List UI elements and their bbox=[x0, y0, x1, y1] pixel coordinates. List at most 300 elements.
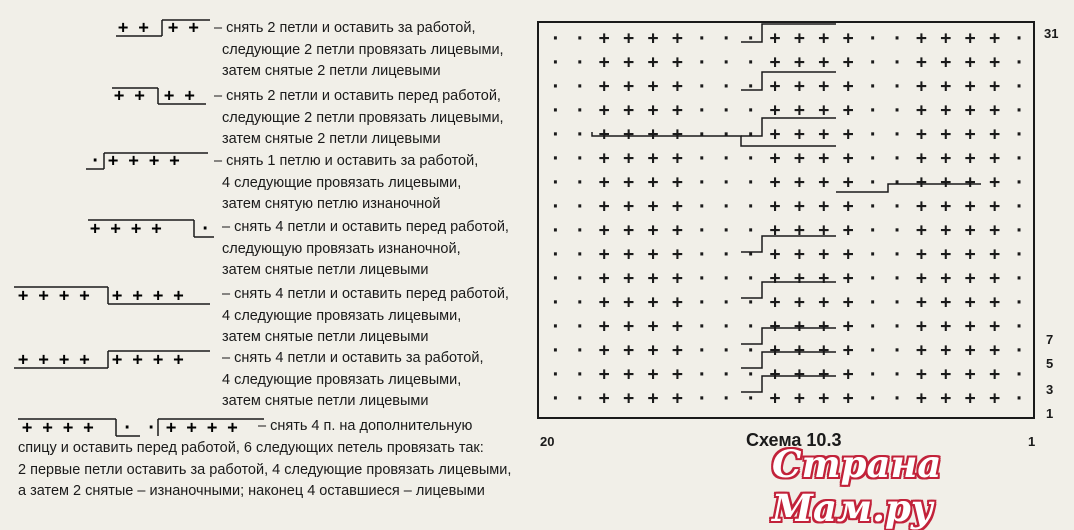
chart-cell: + bbox=[598, 244, 610, 265]
chart-cell: · bbox=[550, 124, 561, 145]
chart-cell: · bbox=[574, 292, 586, 313]
chart-cell: · bbox=[696, 100, 708, 121]
desc-line: – снять 1 петлю и оставить за работой, bbox=[214, 153, 479, 169]
chart-cell: · bbox=[696, 340, 708, 361]
chart-cell: · bbox=[1013, 244, 1025, 265]
chart-cell: + bbox=[964, 124, 976, 145]
svg-text:+ + + +: + + + + bbox=[166, 418, 238, 438]
chart-cell: · bbox=[720, 220, 732, 241]
chart-cell: + bbox=[647, 220, 659, 241]
row-label-1: 1 bbox=[1046, 406, 1054, 421]
chart-cell: + bbox=[769, 244, 781, 265]
chart-cell: + bbox=[989, 28, 1001, 49]
chart-cell: + bbox=[623, 340, 635, 361]
chart-cell: + bbox=[672, 364, 683, 385]
chart-cell: + bbox=[769, 388, 781, 409]
row-label-5: 5 bbox=[1046, 356, 1054, 371]
col-label-1: 1 bbox=[1028, 434, 1036, 449]
chart-cell: + bbox=[842, 316, 854, 337]
chart-cell: · bbox=[1013, 76, 1025, 97]
cable-symbol-4x4-back bbox=[14, 348, 214, 374]
chart-cell: + bbox=[916, 340, 927, 361]
chart-cell: + bbox=[989, 292, 1001, 313]
symbol-drawing bbox=[88, 217, 218, 239]
chart-cell: · bbox=[1013, 268, 1025, 289]
chart-cell: · bbox=[574, 148, 586, 169]
chart-cell: + bbox=[647, 244, 659, 265]
chart-cell: + bbox=[964, 220, 976, 241]
cable-symbol-4x1-front bbox=[88, 217, 218, 243]
chart-cell: · bbox=[891, 364, 903, 385]
chart-cell: · bbox=[891, 148, 903, 169]
chart-cell: + bbox=[672, 388, 683, 409]
chart-cell: + bbox=[647, 148, 659, 169]
chart-cell: + bbox=[647, 172, 659, 193]
chart-cell: + bbox=[769, 340, 781, 361]
svg-text:+ +: + + bbox=[114, 86, 145, 106]
chart-cell: · bbox=[696, 292, 708, 313]
chart-cell: · bbox=[720, 316, 732, 337]
desc-line: 4 следующие провязать лицевыми, bbox=[222, 307, 462, 324]
chart-cell: + bbox=[794, 148, 805, 169]
chart-cell: · bbox=[745, 28, 757, 49]
chart-cell: · bbox=[550, 172, 561, 193]
chart-cell: + bbox=[818, 244, 830, 265]
chart-cell: + bbox=[964, 76, 976, 97]
chart-cell: + bbox=[916, 148, 927, 169]
chart-cell: + bbox=[623, 268, 635, 289]
chart-cell: + bbox=[989, 388, 1001, 409]
chart-cell: + bbox=[964, 52, 976, 73]
chart-cell: + bbox=[647, 268, 659, 289]
legend-desc-1 bbox=[214, 18, 504, 83]
chart-cell: + bbox=[794, 172, 805, 193]
desc-line: 2 первые петли оставить за работой, 4 следующие провязать лицевыми, bbox=[18, 461, 512, 478]
chart-cell: + bbox=[916, 124, 927, 145]
chart-cell: + bbox=[818, 220, 830, 241]
chart-cell: + bbox=[794, 220, 805, 241]
chart-cell: + bbox=[623, 124, 635, 145]
chart-cell: + bbox=[989, 196, 1001, 217]
chart-cell: + bbox=[818, 28, 830, 49]
chart-cell: · bbox=[1013, 52, 1025, 73]
chart-cell: · bbox=[720, 340, 732, 361]
chart-cell: · bbox=[891, 388, 903, 409]
chart-cell: + bbox=[672, 220, 683, 241]
svg-text:+ +: + + bbox=[118, 18, 149, 38]
chart-cell: + bbox=[818, 148, 830, 169]
chart-cell: · bbox=[696, 316, 708, 337]
row-label-7: 7 bbox=[1046, 332, 1054, 347]
chart-cell: · bbox=[867, 52, 879, 73]
chart-cell: + bbox=[769, 100, 781, 121]
chart-cell: + bbox=[842, 196, 854, 217]
cable-symbol-1x4-back bbox=[86, 151, 210, 175]
chart-cell: + bbox=[818, 268, 830, 289]
chart-cell: + bbox=[672, 124, 683, 145]
chart-cell: · bbox=[1013, 172, 1025, 193]
chart-cell: · bbox=[696, 364, 708, 385]
desc-line: – снять 2 петли и оставить перед работой, bbox=[214, 88, 501, 104]
chart-cell: · bbox=[720, 52, 732, 73]
chart-title: Схема 10.3 bbox=[746, 430, 842, 450]
chart-cell: + bbox=[672, 340, 683, 361]
chart-cell: + bbox=[794, 292, 805, 313]
chart-cell: + bbox=[989, 364, 1001, 385]
chart-cell: + bbox=[940, 220, 952, 241]
chart-cell: · bbox=[1013, 220, 1025, 241]
chart-cell: + bbox=[672, 100, 683, 121]
chart-cell: + bbox=[989, 268, 1001, 289]
chart-cell: + bbox=[916, 196, 927, 217]
chart-cell: + bbox=[916, 52, 927, 73]
chart-cell: + bbox=[940, 244, 952, 265]
chart-cell: + bbox=[598, 172, 610, 193]
chart-cell: + bbox=[916, 220, 927, 241]
chart-cell: · bbox=[745, 340, 757, 361]
chart-cell: + bbox=[623, 100, 635, 121]
chart-cell: + bbox=[818, 52, 830, 73]
chart-cell: + bbox=[598, 52, 610, 73]
chart-cell: + bbox=[623, 196, 635, 217]
chart-cell: · bbox=[574, 268, 586, 289]
chart-cell: + bbox=[964, 268, 976, 289]
chart-cell: · bbox=[574, 316, 586, 337]
chart-cell: · bbox=[550, 220, 561, 241]
chart-cell: + bbox=[842, 268, 854, 289]
chart-cell: + bbox=[623, 244, 635, 265]
chart-cell: + bbox=[842, 364, 854, 385]
chart-cell: + bbox=[598, 292, 610, 313]
chart-cell: · bbox=[574, 364, 586, 385]
chart-cell: + bbox=[769, 292, 781, 313]
chart-cell: + bbox=[964, 292, 976, 313]
chart-cell: + bbox=[989, 148, 1001, 169]
chart-cell: + bbox=[842, 148, 854, 169]
symbol-drawing bbox=[18, 416, 266, 438]
svg-text:+ + + +: + + + + bbox=[18, 350, 90, 370]
chart-cell: · bbox=[867, 196, 879, 217]
svg-text:+ + + +: + + + + bbox=[90, 219, 162, 239]
chart-cell: · bbox=[867, 220, 879, 241]
chart-cell: · bbox=[891, 244, 903, 265]
chart-cell: + bbox=[842, 100, 854, 121]
chart-cell: + bbox=[623, 316, 635, 337]
chart-cell: + bbox=[940, 388, 952, 409]
chart-cell: · bbox=[745, 100, 757, 121]
chart-cell: · bbox=[891, 220, 903, 241]
chart-cell: · bbox=[574, 196, 586, 217]
chart-cell: + bbox=[940, 172, 952, 193]
chart-cell: + bbox=[989, 244, 1001, 265]
chart-cell: · bbox=[1013, 316, 1025, 337]
chart-cell: + bbox=[794, 100, 805, 121]
chart-cell: + bbox=[989, 52, 1001, 73]
chart-cell: · bbox=[891, 196, 903, 217]
chart-cell: + bbox=[940, 100, 952, 121]
chart-cell: + bbox=[916, 316, 927, 337]
chart-cell: + bbox=[647, 364, 659, 385]
chart-cell: · bbox=[696, 28, 708, 49]
chart-cell: + bbox=[842, 172, 854, 193]
chart-cell: · bbox=[696, 196, 708, 217]
chart-cell: + bbox=[940, 148, 952, 169]
chart-cell: · bbox=[1013, 124, 1025, 145]
chart-cell: + bbox=[794, 316, 805, 337]
chart-cell: + bbox=[818, 172, 830, 193]
site-watermark-logo: Страна Мам.ру bbox=[772, 442, 942, 530]
chart-cell: · bbox=[574, 172, 586, 193]
symbol-drawing bbox=[86, 151, 210, 171]
chart-cell: + bbox=[818, 292, 830, 313]
chart-cell: · bbox=[1013, 196, 1025, 217]
chart-cell: + bbox=[672, 316, 683, 337]
chart-cell: · bbox=[867, 28, 879, 49]
chart-cell: + bbox=[794, 76, 805, 97]
desc-line: следующую провязать изнаночной, bbox=[222, 240, 461, 257]
chart-cell: + bbox=[794, 196, 805, 217]
chart-cell: · bbox=[696, 148, 708, 169]
desc-line: – снять 4 петли и оставить перед работой, bbox=[222, 286, 509, 302]
chart-cell: + bbox=[989, 172, 1001, 193]
chart-cell: · bbox=[745, 124, 757, 145]
chart-cell: + bbox=[794, 340, 805, 361]
chart-cell: · bbox=[745, 172, 757, 193]
chart-cell: · bbox=[867, 268, 879, 289]
chart-cell: · bbox=[720, 100, 732, 121]
chart-cell: · bbox=[550, 196, 561, 217]
chart-cell: · bbox=[745, 316, 757, 337]
cable-symbol-2x2-back bbox=[116, 18, 212, 42]
chart-cell: + bbox=[769, 172, 781, 193]
chart-cell: + bbox=[916, 268, 927, 289]
desc-line: – снять 2 петли и оставить за работой, bbox=[214, 20, 476, 36]
chart-cell: + bbox=[842, 76, 854, 97]
col-label-20: 20 bbox=[540, 434, 555, 449]
chart-cell: + bbox=[964, 364, 976, 385]
row-label-3: 3 bbox=[1046, 382, 1054, 397]
chart-cell: + bbox=[794, 52, 805, 73]
chart-cell: + bbox=[818, 340, 830, 361]
chart-cell: + bbox=[598, 28, 610, 49]
desc-line: – снять 4 п. на дополнительную bbox=[258, 418, 473, 434]
chart-cell: + bbox=[769, 220, 781, 241]
chart-cell: + bbox=[842, 124, 854, 145]
chart-cell: · bbox=[745, 52, 757, 73]
chart-cell: + bbox=[989, 220, 1001, 241]
chart-cell: + bbox=[794, 244, 805, 265]
chart-cell: + bbox=[842, 292, 854, 313]
chart-cell: · bbox=[745, 196, 757, 217]
chart-cell: + bbox=[672, 196, 683, 217]
chart-cell: · bbox=[550, 244, 561, 265]
chart-cell: + bbox=[769, 148, 781, 169]
chart-cell: · bbox=[574, 52, 586, 73]
chart-cell: + bbox=[940, 364, 952, 385]
chart-cell: + bbox=[623, 388, 635, 409]
cable-symbol-4x4-front bbox=[14, 284, 214, 310]
chart-cell: + bbox=[672, 76, 683, 97]
chart-cell: + bbox=[940, 28, 952, 49]
chart-cell: + bbox=[794, 364, 805, 385]
desc-line: затем снятые петли лицевыми bbox=[222, 393, 429, 409]
chart-cell: + bbox=[794, 388, 805, 409]
chart-cell: · bbox=[891, 340, 903, 361]
desc-line: затем снятые 2 петли лицевыми bbox=[222, 63, 441, 79]
chart-cell: + bbox=[964, 28, 976, 49]
chart-cell: · bbox=[720, 292, 732, 313]
chart-cell: · bbox=[745, 244, 757, 265]
chart-cell: + bbox=[916, 100, 927, 121]
chart-cell: + bbox=[916, 388, 927, 409]
chart-cell: · bbox=[550, 100, 561, 121]
chart-cell: · bbox=[891, 316, 903, 337]
chart-cell: · bbox=[867, 292, 879, 313]
svg-text:·: · bbox=[200, 219, 211, 239]
chart-cell: · bbox=[696, 172, 708, 193]
chart-cell: + bbox=[794, 28, 805, 49]
chart-cell: + bbox=[818, 388, 830, 409]
chart-cell: · bbox=[720, 268, 732, 289]
chart-cell: · bbox=[867, 316, 879, 337]
chart-cell: + bbox=[818, 364, 830, 385]
chart-cell: · bbox=[574, 388, 586, 409]
chart-cell: + bbox=[769, 268, 781, 289]
chart-cell: + bbox=[598, 148, 610, 169]
chart-cell: + bbox=[672, 28, 683, 49]
chart-cell: · bbox=[720, 364, 732, 385]
chart-cell: + bbox=[940, 316, 952, 337]
chart-cell: + bbox=[647, 316, 659, 337]
desc-line: затем снятые петли лицевыми bbox=[222, 329, 429, 345]
chart-cell: · bbox=[1013, 292, 1025, 313]
chart-cell: · bbox=[745, 388, 757, 409]
desc-line: затем снятые петли лицевыми bbox=[222, 262, 429, 278]
chart-cell: + bbox=[623, 220, 635, 241]
chart-cell: + bbox=[842, 340, 854, 361]
chart-cell: · bbox=[574, 220, 586, 241]
chart-cell: + bbox=[647, 28, 659, 49]
chart-cell: + bbox=[964, 244, 976, 265]
chart-cell: + bbox=[623, 364, 635, 385]
desc-line: – снять 4 петли и оставить перед работой, bbox=[222, 219, 509, 235]
cable-symbol-2x2-front bbox=[112, 86, 208, 110]
chart-cell: · bbox=[550, 28, 561, 49]
chart-cell: + bbox=[940, 340, 952, 361]
chart-cell: + bbox=[598, 340, 610, 361]
chart-cell: · bbox=[891, 52, 903, 73]
legend-desc-6 bbox=[214, 348, 483, 413]
desc-line: а затем 2 снятые – изнаночными; наконец 4 оставшиеся – лицевыми bbox=[18, 483, 485, 499]
chart-cell: + bbox=[598, 316, 610, 337]
symbol-drawing bbox=[112, 86, 208, 106]
chart-cell: + bbox=[964, 388, 976, 409]
chart-cell: + bbox=[989, 100, 1001, 121]
chart-cell: + bbox=[623, 52, 635, 73]
svg-text:+ +: + + bbox=[164, 86, 195, 106]
chart-cell: · bbox=[867, 148, 879, 169]
chart-cell: · bbox=[550, 148, 561, 169]
chart-cell: + bbox=[940, 124, 952, 145]
chart-cell: · bbox=[867, 340, 879, 361]
chart-cell: · bbox=[867, 388, 879, 409]
chart-cell: · bbox=[745, 292, 757, 313]
chart-cell: · bbox=[696, 388, 708, 409]
chart-cell: · bbox=[696, 76, 708, 97]
chart-cell: + bbox=[598, 268, 610, 289]
symbol-drawing bbox=[116, 18, 212, 38]
chart-cell: + bbox=[818, 76, 830, 97]
chart-cell: · bbox=[696, 124, 708, 145]
chart-cell: + bbox=[842, 244, 854, 265]
chart-cell: + bbox=[940, 52, 952, 73]
chart-cell: · bbox=[574, 340, 586, 361]
chart-cell: + bbox=[672, 148, 683, 169]
chart-cell: · bbox=[867, 124, 879, 145]
row-label-31: 31 bbox=[1044, 26, 1059, 41]
svg-text:+ + + +: + + + + bbox=[22, 418, 94, 438]
chart-cell: + bbox=[672, 268, 683, 289]
chart-cell: + bbox=[818, 100, 830, 121]
chart-cell: · bbox=[550, 388, 561, 409]
desc-line: 4 следующие провязать лицевыми, bbox=[222, 371, 462, 388]
chart-cell: · bbox=[550, 340, 561, 361]
chart-cell: · bbox=[1013, 100, 1025, 121]
chart-cell: + bbox=[769, 316, 781, 337]
desc-line: затем снятую петлю изнаночной bbox=[222, 196, 441, 212]
chart-cell: · bbox=[1013, 28, 1025, 49]
chart-border bbox=[538, 22, 1034, 418]
chart-cell: · bbox=[1013, 340, 1025, 361]
chart-cell: · bbox=[891, 172, 903, 193]
chart-cell: · bbox=[720, 172, 732, 193]
chart-cell: · bbox=[891, 292, 903, 313]
chart-cell: + bbox=[964, 148, 976, 169]
chart-cell: · bbox=[550, 364, 561, 385]
svg-text:+ + + +: + + + + bbox=[112, 350, 184, 370]
chart-cell: · bbox=[720, 244, 732, 265]
chart-cell: · bbox=[720, 388, 732, 409]
chart-cell: + bbox=[769, 28, 781, 49]
chart-cell: + bbox=[647, 196, 659, 217]
chart-cell: · bbox=[720, 76, 732, 97]
chart-cell: + bbox=[940, 292, 952, 313]
chart-cell: · bbox=[1013, 148, 1025, 169]
legend-desc-2 bbox=[214, 86, 504, 151]
chart-cell: + bbox=[989, 340, 1001, 361]
chart-cell: + bbox=[647, 52, 659, 73]
knitting-chart bbox=[536, 20, 1036, 420]
chart-cell: + bbox=[647, 388, 659, 409]
chart-cell: · bbox=[867, 244, 879, 265]
chart-cell: + bbox=[842, 28, 854, 49]
chart-cell: + bbox=[598, 388, 610, 409]
desc-line: – снять 4 петли и оставить за работой, bbox=[222, 350, 484, 366]
chart-cell: + bbox=[989, 316, 1001, 337]
desc-line: следующие 2 петли провязать лицевыми, bbox=[222, 109, 504, 126]
legend bbox=[0, 0, 540, 504]
chart-cell: · bbox=[1013, 364, 1025, 385]
desc-line: 4 следующие провязать лицевыми, bbox=[222, 174, 462, 191]
chart-cell: + bbox=[818, 316, 830, 337]
chart-cell: · bbox=[574, 124, 586, 145]
chart-cell: + bbox=[916, 76, 927, 97]
chart-cell: · bbox=[745, 364, 757, 385]
chart-cell: · bbox=[891, 268, 903, 289]
chart-cell: + bbox=[672, 52, 683, 73]
chart-cell: · bbox=[696, 220, 708, 241]
chart-cell: + bbox=[769, 52, 781, 73]
